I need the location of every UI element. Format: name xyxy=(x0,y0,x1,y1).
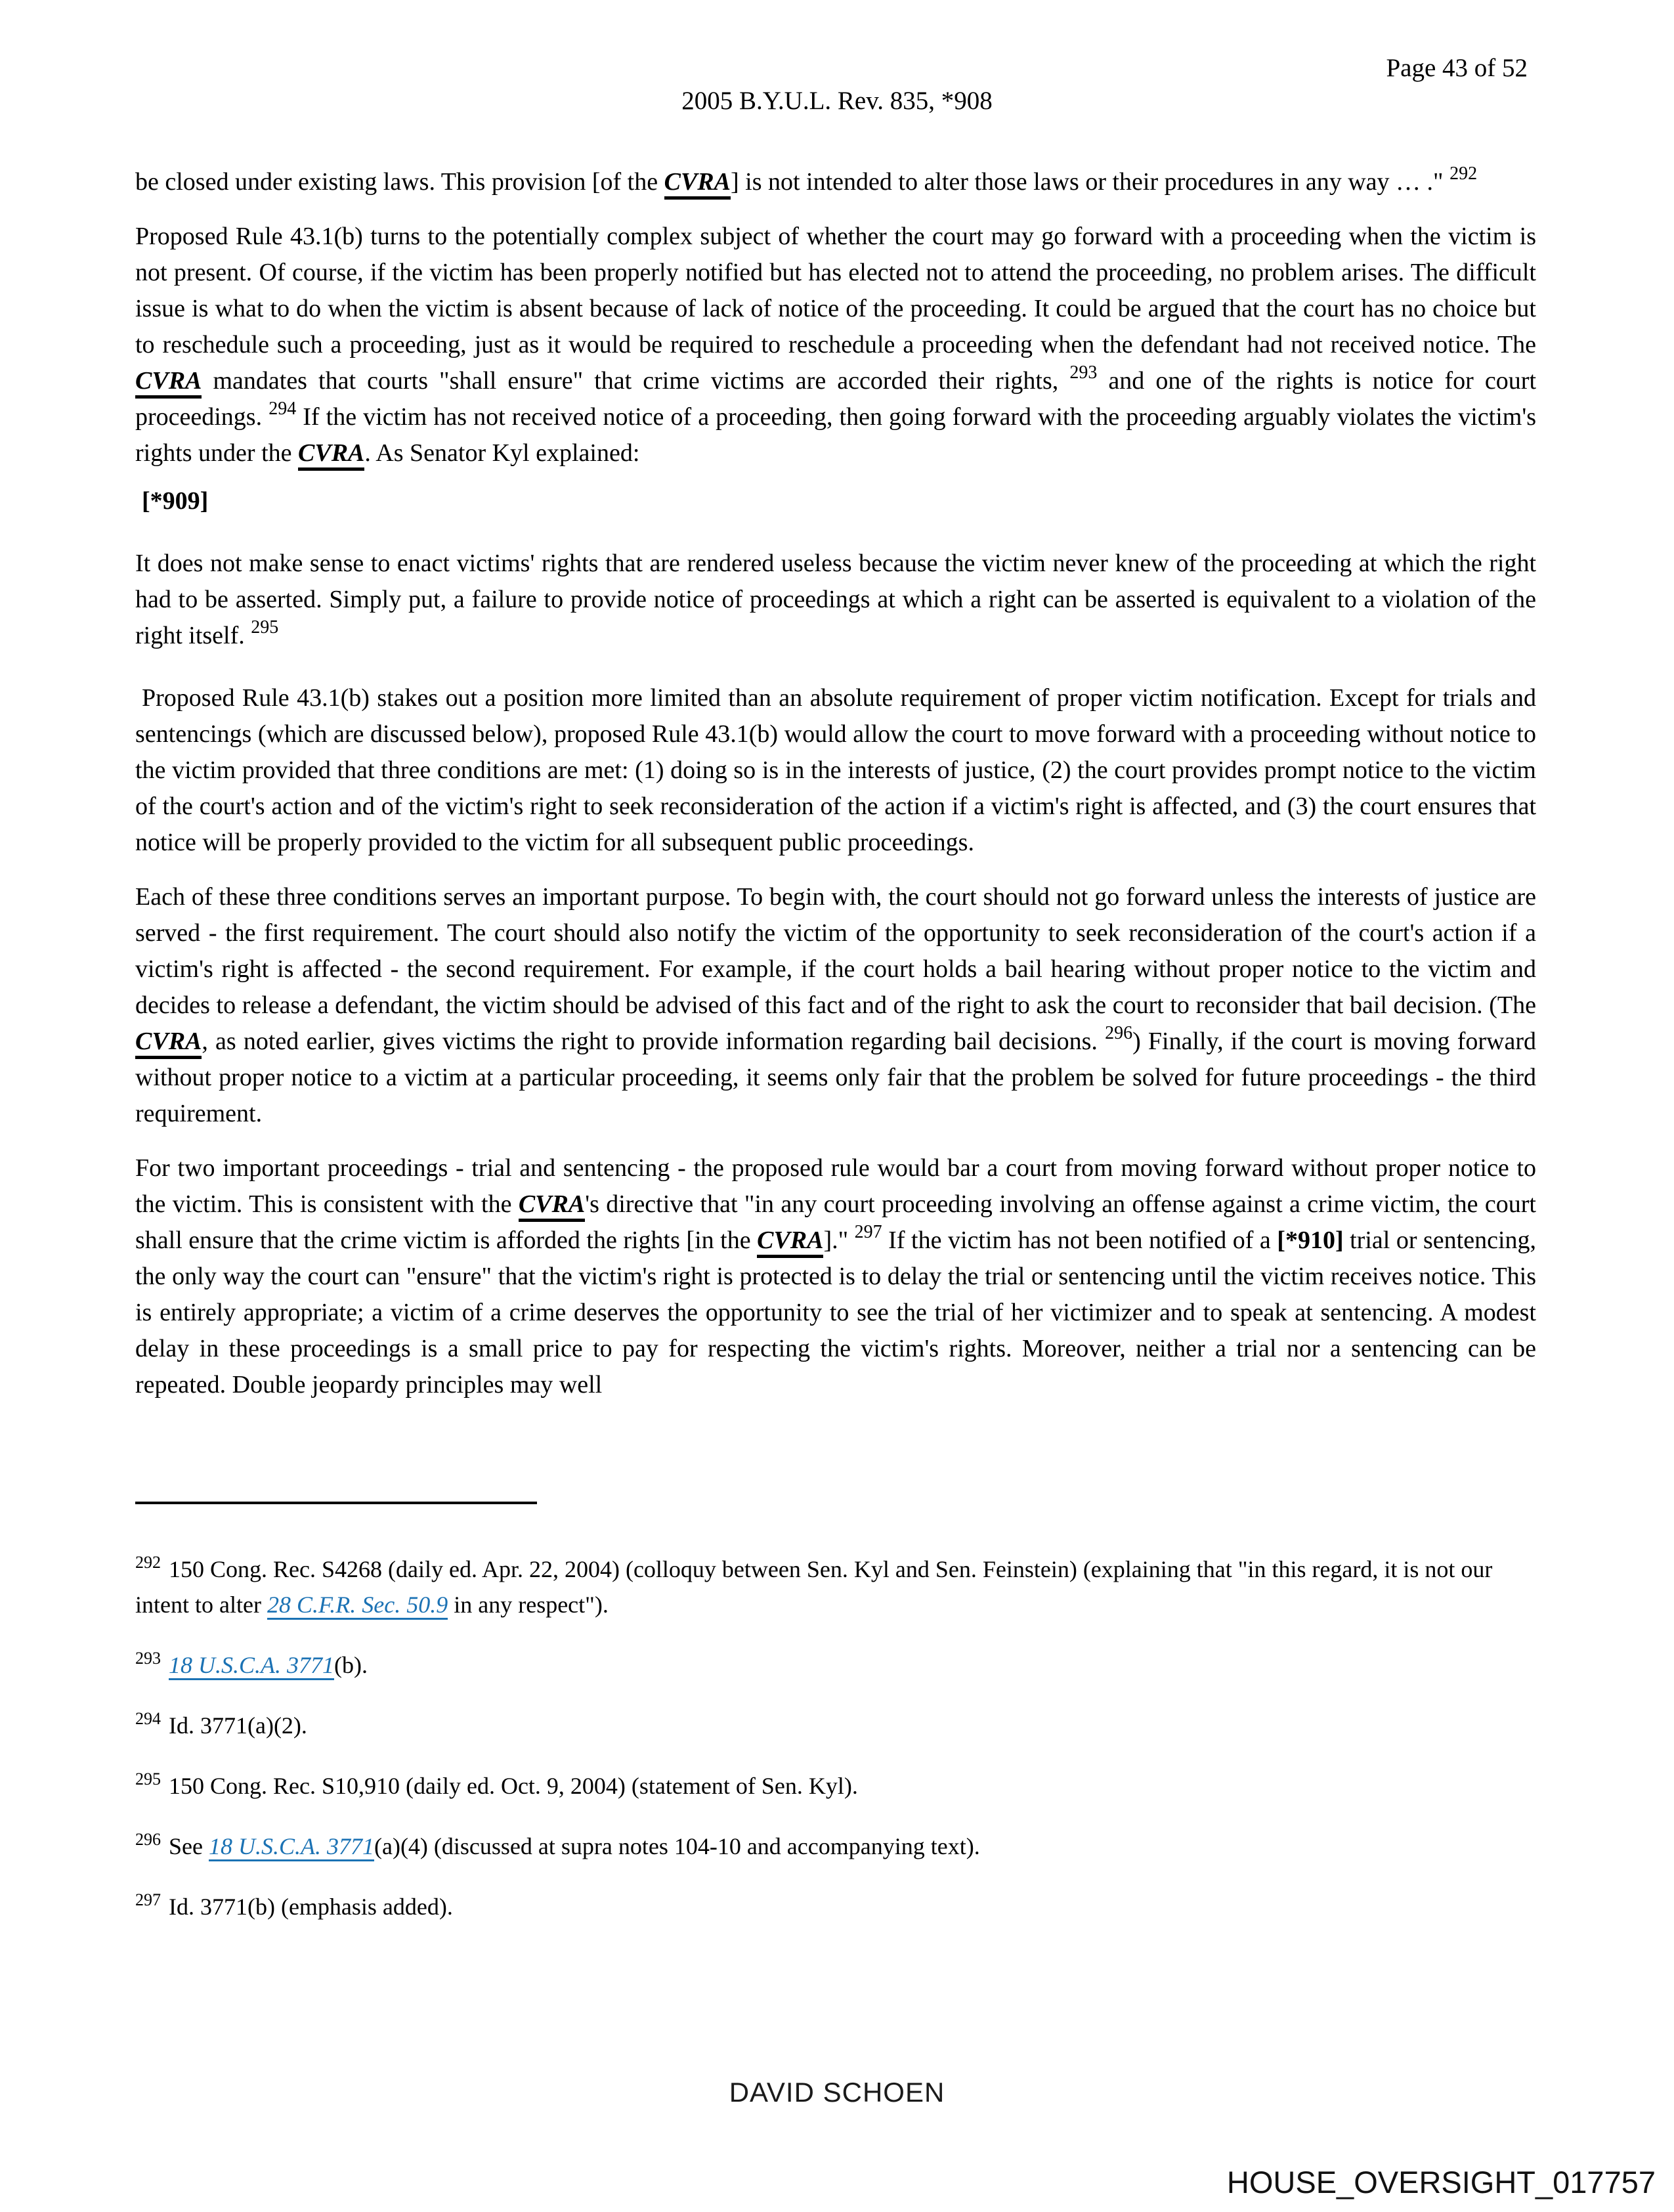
paragraph: Each of these three conditions serves an important purpose. To begin with, the court should not go forward unless the interests of justice are served - the first requirement. The court should also notify the victim of the opportunity to seek reconsideration of the court's action if a victim's right is affected - the second requirement. For example, if the court holds a bail hearing without proper notice to the victim and decides to release a defendant, the victim should be advised of this fact and of the right to ask the court to reconsider that bail decision. (The CVRA, as noted earlier, gives victims the right to provide information regarding bail decisions. $^{296}$) Finally, if the court is moving forward without proper notice to a victim at a particular proceeding, it seems only fair that the problem be solved for future proceedings - the third requirement. xyxy=(135,883,1536,1127)
page-marker-inline: [*910] xyxy=(1277,1226,1350,1254)
document-body xyxy=(135,164,1536,1403)
bates-number: HOUSE_OVERSIGHT_017757 xyxy=(1226,2165,1656,2200)
statute-link[interactable]: 18 U.S.C.A. 3771 xyxy=(169,1652,334,1680)
footnote-296: $^{296}$ See 18 U.S.C.A. 3771(a)(4) (discussed at supra notes 104-10 and accompanying text). xyxy=(135,1829,1536,1864)
footnote-number: 296 xyxy=(135,1830,161,1849)
footnote-295: $^{295}$ 150 Cong. Rec. S10,910 (daily ed. Oct. 9, 2004) (statement of Sen. Kyl). xyxy=(135,1769,858,1799)
paragraph: For two important proceedings - trial and sentencing - the proposed rule would bar a court from moving forward without proper notice to the victim. This is consistent with the CVRA's directive that "in any court proceeding involving an offense against a crime victim, the court shall ensure that the crime victim is afforded the rights [in the CVRA]." $^{297}$ If the victim has not been notified of a [*910] trial or sentencing, the only way the court can "ensure" that the victim's right is protected is to delay the trial or sentencing until the victim receives notice. This is entirely appropriate; a victim of a crime deserves the opportunity to see the trial of her victimizer and to speak at sentencing. A modest delay in these proceedings is a small price to pay for respecting the victim's rights. Moreover, neither a trial nor a sentencing can be repeated. Double jeopardy principles may well xyxy=(135,1154,1537,1399)
cvra-reference: CVRA xyxy=(757,1226,823,1258)
page-marker xyxy=(135,483,1536,519)
footnote-ref: 297 xyxy=(854,1222,882,1242)
statute-link[interactable]: 18 U.S.C.A. 3771 xyxy=(209,1833,374,1861)
paragraph: Proposed Rule 43.1(b) stakes out a position more limited than an absolute requirement of proper victim notification. Except for trials and sentencings (which are discussed below), proposed Rule 43.1(b) would allow the court to move forward with a proceeding without notice to the victim provided that three conditions are met: (1) doing so is in the interests of justice, (2) the court provides prompt notice to the victim of the court's action and of the victim's right to seek reconsideration of the action if a victim's right is affected, and (3) the court ensures that notice will be properly provided to the victim for all subsequent public proceedings. xyxy=(135,684,1536,856)
footnote-ref: 292 xyxy=(1449,163,1478,184)
footnote-number: 295 xyxy=(135,1769,161,1789)
cvra-reference: CVRA xyxy=(664,168,731,200)
footnote-number: 293 xyxy=(135,1649,161,1668)
paragraph: It does not make sense to enact victims' rights that are rendered useless because the victim never knew of the proceeding at which the right had to be asserted. Simply put, a failure to provide notice of proceedings at which a right can be asserted is equivalent to a violation of the right itself. $^{295}$ xyxy=(135,550,1536,649)
footnote-ref: 293 xyxy=(1069,362,1098,383)
footnote-293: $^{293}$ 18 U.S.C.A. 3771(b). xyxy=(135,1647,1536,1683)
page-marker-inline: [*909] xyxy=(142,487,209,515)
footnote-294: $^{294}$ Id. 3771(a)(2). xyxy=(135,1709,307,1739)
footnote-ref: 294 xyxy=(268,399,297,419)
footnote-ref: 295 xyxy=(251,617,279,638)
paragraph: Proposed Rule 43.1(b) turns to the potentially complex subject of whether the court may go forward with a proceeding when the victim is not present. Of course, if the victim has been properly notified but has elected not to attend the proceeding, no problem arises. The difficult issue is what to do when the victim is absent because of lack of notice of the proceeding. It could be argued that the court has no choice but to reschedule such a proceeding, just as it would be required to reschedule a proceeding when the defendant had not received notice. The CVRA mandates that courts "shall ensure" that crime victims are accorded their rights, $^{293}$ and one of the rights is notice for court proceedings. $^{294}$ If the victim has not received notice of a proceeding, then going forward with the proceeding arguably violates the victim's rights under the CVRA. As Senator Kyl explained: xyxy=(135,219,1536,471)
statute-link[interactable]: 28 C.F.R. Sec. 50.9 xyxy=(267,1592,448,1620)
cvra-reference: CVRA xyxy=(135,367,202,399)
cvra-reference: CVRA xyxy=(519,1190,585,1222)
footnote-number: 292 xyxy=(135,1553,161,1572)
citation-header: 2005 B.Y.U.L. Rev. 835, *908 xyxy=(681,87,993,115)
author-name: DAVID SCHOEN xyxy=(729,2077,945,2108)
footnote-292: $^{292}$ 150 Cong. Rec. S4268 (daily ed. Apr. 22, 2004) (colloquy between Sen. Kyl and Sen. Feinstein) (explaining that "in this regard, it is not our intent to alter 28 C.F.R. Sec. 50.9 in any respect"). xyxy=(135,1551,1536,1622)
footnote-number: 297 xyxy=(135,1890,161,1909)
cvra-reference: CVRA xyxy=(298,439,364,471)
paragraph: be closed under existing laws. This provision [of the CVRA] is not intended to alter those laws or their procedures in any way … ." $^{292}$ xyxy=(135,164,1536,200)
footnote-ref: 296 xyxy=(1105,1023,1133,1043)
footnote-number: 294 xyxy=(135,1709,161,1728)
footnote-divider xyxy=(135,1502,537,1504)
cvra-reference: CVRA xyxy=(135,1028,202,1059)
footnotes-section xyxy=(135,1551,1536,1924)
footnote-297: $^{297}$ Id. 3771(b) (emphasis added). xyxy=(135,1890,453,1920)
page-indicator: Page 43 of 52 xyxy=(1386,54,1528,82)
